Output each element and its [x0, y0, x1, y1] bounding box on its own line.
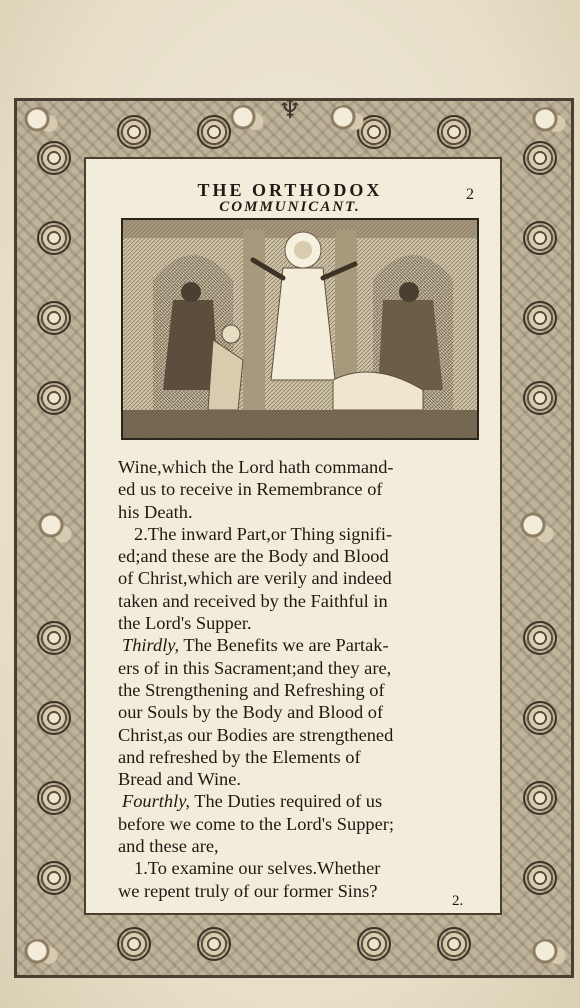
section-lead-fourthly: Fourthly,: [122, 791, 190, 812]
text-line: we repent truly of our former Sins?: [118, 880, 378, 901]
border-rosette: [523, 301, 557, 335]
section-lead-thirdly: Thirdly,: [122, 635, 180, 656]
text-line: the Lord's Supper.: [118, 613, 252, 634]
border-rosette: [357, 927, 391, 961]
catchword: 2.: [452, 893, 464, 909]
text-line: Bread and Wine.: [118, 769, 242, 790]
cherub-ornament: [227, 105, 267, 135]
running-subtitle: COMMUNICANT.: [219, 199, 361, 215]
border-rosette: [37, 221, 71, 255]
text-line: and refreshed by the Elements of: [118, 746, 361, 767]
body-text: [118, 456, 480, 902]
border-rosette: [37, 781, 71, 815]
cherub-ornament: [327, 105, 367, 135]
text-line: taken and received by the Faithful in: [118, 590, 388, 611]
text-line: our Souls by the Body and Blood of: [118, 702, 384, 723]
text-line: of Christ,which are verily and indeed: [118, 568, 392, 589]
border-rosette: [37, 621, 71, 655]
engraving-scene: [123, 220, 477, 438]
engraving-illustration: [121, 218, 479, 440]
angel-ornament: [35, 501, 75, 561]
border-rosette: [523, 621, 557, 655]
text-line: and these are,: [118, 836, 219, 857]
text-line: ed us to receive in Remembrance of: [118, 479, 383, 500]
running-title: THE ORTHODOX: [197, 180, 383, 200]
text-line: before we come to the Lord's Supper;: [118, 813, 395, 834]
border-rosette: [523, 141, 557, 175]
border-rosette: [197, 927, 231, 961]
text-line: Fourthly, The Duties required of us: [122, 791, 383, 812]
border-rosette: [523, 701, 557, 735]
text-line: his Death.: [118, 501, 193, 522]
border-rosette: [523, 861, 557, 895]
border-rosette: [523, 781, 557, 815]
border-rosette: [117, 115, 151, 149]
cherub-ornament: [529, 939, 569, 969]
border-rosette: [37, 301, 71, 335]
page-number: 2: [466, 186, 474, 203]
text-line: Thirdly, The Benefits we are Partak-: [122, 635, 389, 656]
border-rosette: [37, 381, 71, 415]
text-line: ed;and these are the Body and Blood: [118, 546, 389, 567]
border-rosette: [197, 115, 231, 149]
border-rosette: [437, 927, 471, 961]
angel-ornament: [517, 501, 557, 561]
cherub-ornament: [21, 107, 61, 137]
text-line: ers of in this Sacrament;and they are,: [118, 657, 392, 678]
text-line: 1.To examine our selves.Whether: [134, 858, 381, 879]
border-rosette: [37, 861, 71, 895]
text-line: 2.The inward Part,or Thing signifi-: [134, 523, 393, 544]
border-rosette: [37, 141, 71, 175]
text-line: Christ,as our Bodies are strengthened: [118, 724, 394, 745]
chalice-icon: ♆: [278, 95, 302, 124]
text-line: Wine,which the Lord hath command-: [118, 457, 394, 477]
border-rosette: [523, 381, 557, 415]
cherub-ornament: [529, 107, 569, 137]
border-rosette: [117, 927, 151, 961]
border-rosette: [37, 701, 71, 735]
border-rosette: [437, 115, 471, 149]
text-line: the Strengthening and Refreshing of: [118, 679, 385, 700]
cherub-ornament: [21, 939, 61, 969]
border-rosette: [523, 221, 557, 255]
